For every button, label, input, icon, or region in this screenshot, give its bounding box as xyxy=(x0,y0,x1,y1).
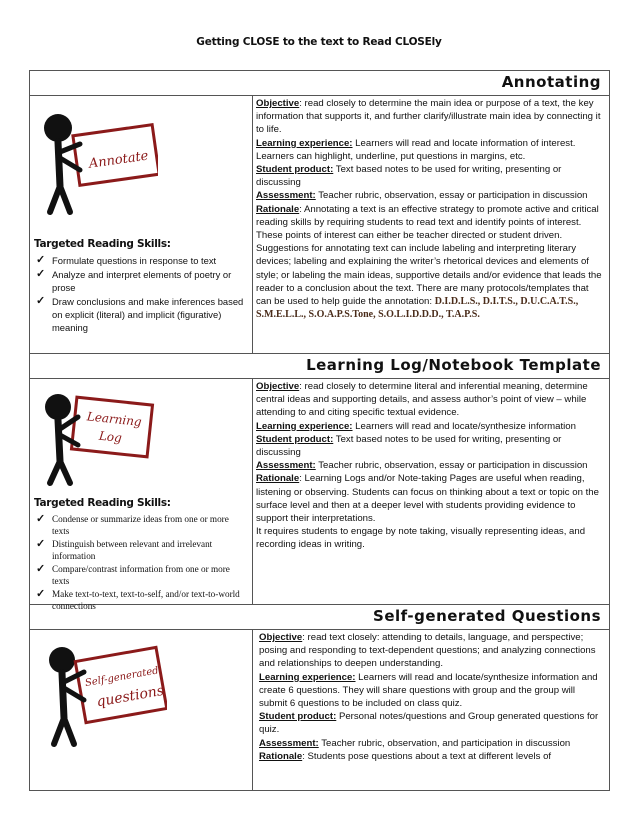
annotate-illustration-label: Annotate xyxy=(87,148,150,172)
learning-log-illustration-label-1: Learning xyxy=(86,409,143,430)
check-icon: ✓ xyxy=(36,268,46,280)
self-generated-questions-stick-figure-illustration xyxy=(42,638,167,750)
section-header-annotating xyxy=(30,71,609,96)
product-paragraph: Student product: Text based notes to be used for writing, presenting or discussing xyxy=(256,164,562,189)
skill-item: ✓ Make text-to-text, text-to-self, and/or text-to-world connections xyxy=(36,588,240,611)
experience-paragraph: Learning experience: Learners will read and locate information of interest. Learners can highlight, underline, put questions in margins, etc. xyxy=(256,137,576,162)
skills-column xyxy=(30,96,253,353)
section-heading: Learning Log/Notebook Template xyxy=(306,356,601,374)
section-row-annotating xyxy=(30,96,609,354)
section-row-self-generated-questions xyxy=(30,630,609,790)
skill-item: ✓ Condense or summarize ideas from one or more texts xyxy=(36,513,229,536)
page-title: Getting CLOSE to the text to Read CLOSEly xyxy=(196,36,442,48)
skills-title: Targeted Reading Skills: xyxy=(34,238,171,250)
learning-log-stick-figure-illustration xyxy=(40,387,155,487)
description-column xyxy=(253,96,609,353)
experience-paragraph: Learning experience: Learners will read and locate/synthesize information and create 6 questions. They will share questions with group and the group will submit 6 questions to be included on class quiz. xyxy=(259,671,598,710)
experience-paragraph: Learning experience: Learners will read and locate/synthesize information xyxy=(256,420,576,432)
check-icon: ✓ xyxy=(36,588,46,600)
check-icon: ✓ xyxy=(36,295,46,307)
skill-item: ✓ Compare/contrast information from one or more texts xyxy=(36,563,230,586)
illustration-column xyxy=(30,630,253,790)
annotate-stick-figure-illustration xyxy=(38,106,158,218)
check-icon: ✓ xyxy=(36,538,46,550)
description-column xyxy=(253,630,609,790)
check-icon: ✓ xyxy=(36,563,46,575)
assessment-paragraph: Assessment: Teacher rubric, observation, and participation in discussion xyxy=(259,737,571,749)
learning-log-illustration-label-2: Log xyxy=(98,428,123,446)
protocol-acronyms: D.I.D.L.S., D.I.T.S., D.U.C.A.T.S., S.M.E.L.L., S.O.A.P.S.Tone, S.O.L.I.D.D.D., T.A.P.S. xyxy=(256,296,579,321)
extra-paragraph: It requires students to engage by note taking, visually representing ideas, and recording ideas in writing. xyxy=(256,526,586,551)
section-heading: Self-generated Questions xyxy=(373,607,601,625)
skill-item: ✓ Analyze and interpret elements of poetry or prose xyxy=(36,268,232,293)
skills-list xyxy=(30,513,252,612)
assessment-paragraph: Assessment: Teacher rubric, observation, essay or participation in discussion xyxy=(256,190,588,202)
rationale-paragraph: Rationale: Annotating a text is an effective strategy to promote active and critical reading skills by requiring students to read text and identify points of interest. These points of interest can either be teacher directed or student driven. Suggestions for annotating text can include labeling and interpreting literary devices; labeling and explaining the writer’s rhetorical devices and elements of style; or labeling the main ideas, supportive details and/or evidence that leads the reader to a conclusion about the text. There are many protocols/templates that can be used to help guide the annotation: D.I.D.L.S., D.I.T.S., D.U.C.A.T.S., S.M.E.L.L., S.O.A.P.S.Tone, S.O.L.I.D.D.D., T.A.P.S. xyxy=(256,203,602,321)
objective-paragraph: Objective: read closely to determine literal and inferential meaning, determine central ideas and supporting details, and assess author’s point of view – while attending to and citing specific textual evidence. xyxy=(256,381,588,419)
section-header-self-generated-questions xyxy=(30,605,609,630)
section-row-learning-log xyxy=(30,379,609,611)
rationale-paragraph: Rationale: Students pose questions about a text at different levels of xyxy=(259,750,552,762)
section-heading: Annotating xyxy=(501,73,601,91)
skill-item: ✓ Formulate questions in response to text xyxy=(36,254,217,266)
description-column xyxy=(253,379,609,604)
objective-paragraph: Objective: read closely to determine the main idea or purpose of a text, the key information that supports it, and further clarify/illustrate main idea by connecting it to life. xyxy=(256,98,601,136)
skills-column xyxy=(30,379,253,611)
product-paragraph: Student product: Text based notes to be used for writing, presenting or discussing xyxy=(256,433,562,459)
check-icon: ✓ xyxy=(36,254,46,266)
rationale-paragraph: Rationale: Learning Logs and/or Note-taking Pages are useful when reading, listening or observing. Students can focus on thinking about a text or topic on the surface level and then at a deeper level with students providing evidence to support their interpretations. xyxy=(256,473,599,525)
questions-illustration-label-2: questions xyxy=(95,682,166,711)
skills-title: Targeted Reading Skills: xyxy=(34,497,171,509)
objective-paragraph: Objective: read text closely: attending to details, language, and perspective; posing and responding to text-dependent questions; and analyzing connections and relationships to deepen understanding. xyxy=(259,632,596,670)
product-paragraph: Student product: Personal notes/questions and Group generated questions for quiz. xyxy=(259,711,599,736)
section-header-learning-log xyxy=(30,354,609,379)
skill-item: ✓ Draw conclusions and make inferences based on explicit (literal) and implicit (figurative) meaning xyxy=(36,295,244,333)
check-icon: ✓ xyxy=(36,513,46,525)
questions-illustration-label-1: Self-generated xyxy=(84,665,160,690)
strategy-table xyxy=(29,70,610,791)
skill-item: ✓ Distinguish between relevant and irrelevant information xyxy=(36,538,213,561)
assessment-paragraph: Assessment: Teacher rubric, observation, essay or participation in discussion xyxy=(256,460,588,472)
skills-list xyxy=(30,254,252,334)
